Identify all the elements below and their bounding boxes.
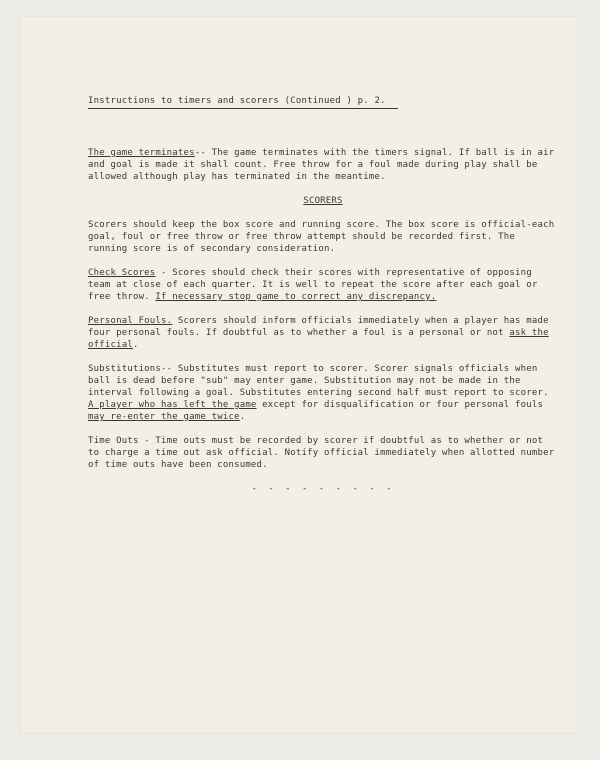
paragraph-personal-fouls <box>88 315 558 351</box>
substitutions-text: Substitutions-- Substitutes must report to scorer. Scorer signals officials when ball is dead before "sub" may enter game. Substitution may not be made in the interval following a goal. Substitutes entering second half must report to scorer. <box>88 364 549 398</box>
paragraph-game-terminates <box>88 147 558 183</box>
terminates-text: -- The game terminates with the timers signal. If ball is in air and goal is made it shall count. Free throw for a foul made during play shall be allowed although play has terminated in the meantime. <box>88 148 555 182</box>
personal-fouls-end: . <box>132 340 139 350</box>
check-scores-label: Check Scores <box>88 268 156 278</box>
check-scores-emphasis: If necessary stop game to correct any discrepancy. <box>155 292 437 302</box>
personal-fouls-label: Personal Fouls. <box>88 316 173 326</box>
end-dash-rule: - - - - - - - - - <box>251 484 395 494</box>
paragraph-substitutions <box>88 363 558 423</box>
page-heading: Instructions to timers and scorers (Continued ) p. 2. <box>88 95 398 109</box>
paragraph-check-scores <box>88 267 558 303</box>
paragraph-time-outs: Time Outs - Time outs must be recorded by scorer if doubtful as to whether or not to charge a time out ask official. Notify official immediately when allotted number of time outs have been consumed. <box>88 436 555 470</box>
substitutions-end: . <box>239 412 246 422</box>
terminates-label: The game terminates <box>88 148 195 158</box>
section-title-scorers <box>88 195 558 207</box>
substitutions-middle: except for disqualification or four personal fouls <box>256 400 544 410</box>
personal-fouls-emphasis: ask the official <box>88 328 549 350</box>
substitutions-emphasis-2: may re-enter the game twice <box>88 412 240 422</box>
paragraph-scorers: Scorers should keep the box score and running score. The box score is official-each goal, foul or free throw or free throw attempt should be recorded first. The running score is of secondary consideration. <box>88 220 555 254</box>
check-scores-text: - Scores should check their scores with representative of opposing team at close of each quarter. It is well to repeat the score after each goal or free throw. <box>88 268 538 302</box>
personal-fouls-text: Scorers should inform officials immediately when a player has made four personal fouls. If doubtful as to whether a foul is a personal or not <box>88 316 549 338</box>
scorers-title-text: SCORERS <box>303 196 343 206</box>
paper-page <box>21 17 577 733</box>
document-body <box>88 95 558 495</box>
substitutions-emphasis-1: A player who has left the game <box>88 400 257 410</box>
